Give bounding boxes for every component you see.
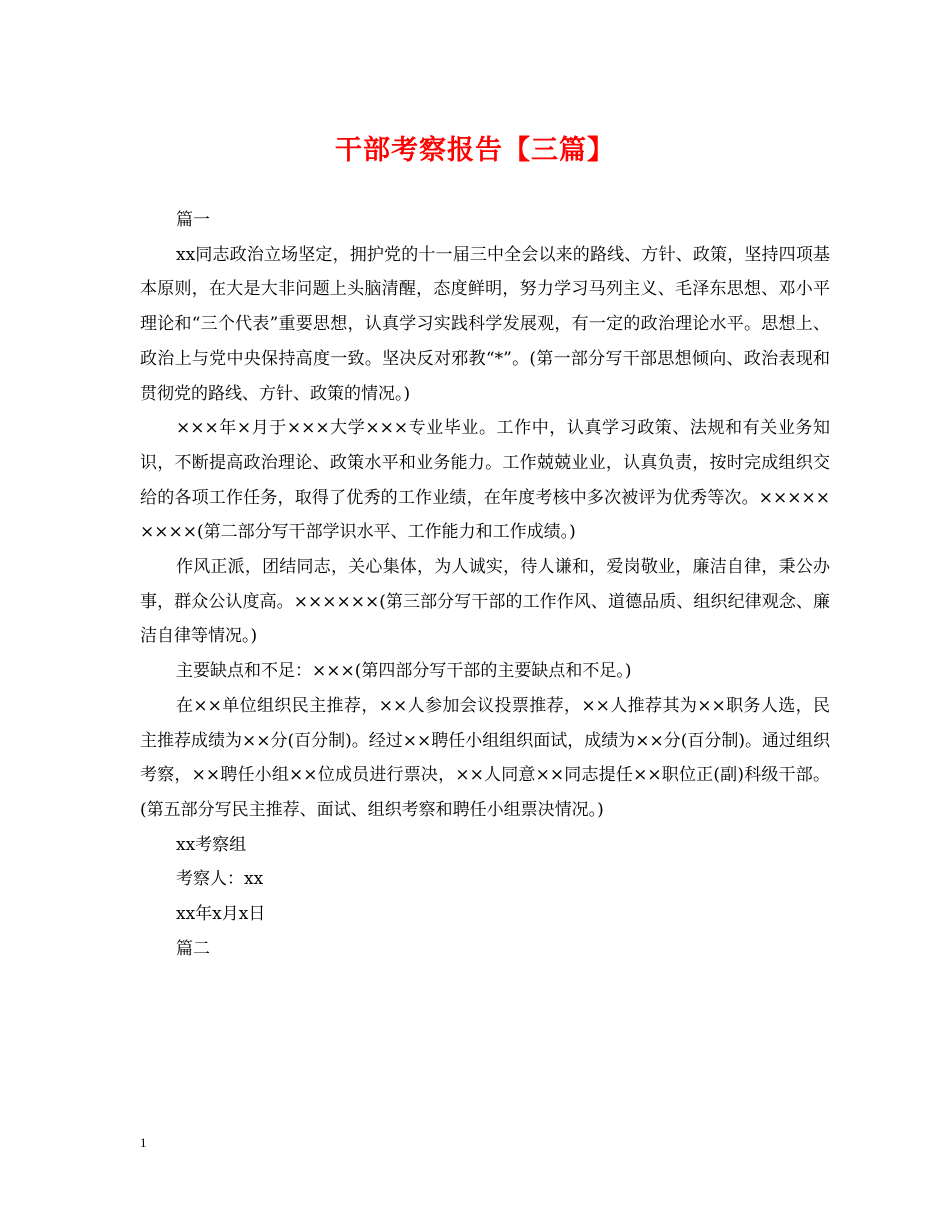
section-heading-1: 篇一 (176, 210, 210, 230)
signature-date: xx年x月x日 (176, 904, 266, 925)
paragraph-work-ability: ×××年×月于×××大学×××专业毕业。工作中，认真学习政策、法规和有关业务知识，不断提高政治理论、政策水平和业务能力。工作兢兢业业，认真负责，按时完成组织交给的各项工作任务，取得了优秀的工作业绩，在年度考核中多次被评为优秀等次。×××××××××(第二部分写干部学识水平、工作能力和工作成绩。) (140, 418, 830, 543)
paragraph-recommendation: 在××单位组织民主推荐，××人参加会议投票推荐，××人推荐其为××职务人选，民主推荐成绩为××分(百分制)。经过××聘任小组组织面试，成绩为××分(百分制)。通过组织考察，××聘任小组××位成员进行票决，××人同意××同志提任××职位正(副)科级干部。(第五部分写民主推荐、面试、组织考察和聘任小组票决情况。) (140, 695, 830, 820)
paragraph-work-style: 作风正派，团结同志，关心集体，为人诚实，待人谦和，爱岗敬业，廉洁自律，秉公办事，群众公认度高。××××××(第三部分写干部的工作作风、道德品质、组织纪律观念、廉洁自律等情况。) (140, 557, 830, 647)
paragraph-shortcomings: 主要缺点和不足：×××(第四部分写干部的主要缺点和不足。) (176, 661, 632, 682)
paragraph-political-stance: xx同志政治立场坚定，拥护党的十一届三中全会以来的路线、方针、政策，坚持四项基本原则，在大是大非问题上头脑清醒，态度鲜明，努力学习马列主义、毛泽东思想、邓小平理论和“三个代表”重要思想，认真学习实践科学发展观，有一定的政治理论水平。思想上、政治上与党中央保持高度一致。坚决反对邪教“*”。(第一部分写干部思想倾向、政治表现和贯彻党的路线、方针、政策的情况。) (140, 244, 830, 404)
signature-inspector: 考察人：xx (176, 869, 264, 890)
page-number: 1 (140, 1135, 147, 1150)
document-body (140, 203, 830, 966)
section-heading-2: 篇二 (176, 938, 210, 959)
signature-group: xx考察组 (176, 834, 247, 855)
document-title: 干部考察报告【三篇】 (335, 135, 615, 166)
